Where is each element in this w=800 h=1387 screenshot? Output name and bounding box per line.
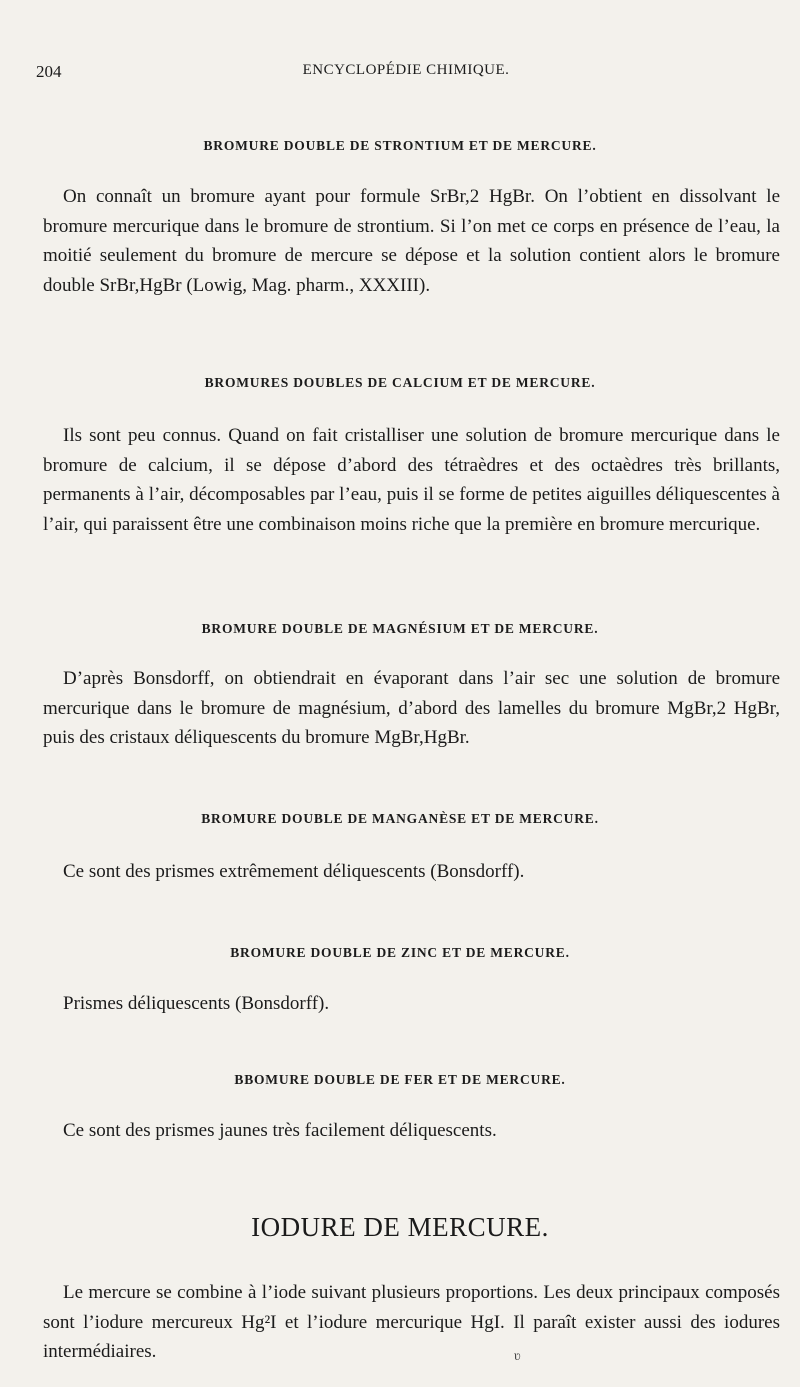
footer-mark: ʋ bbox=[514, 1349, 521, 1364]
section-heading-strontium: BROMURE DOUBLE DE STRONTIUM ET DE MERCURE. bbox=[203, 138, 597, 153]
running-title: ENCYCLOPÉDIE CHIMIQUE. bbox=[302, 62, 510, 78]
section-heading-magnesium: BROMURE DOUBLE DE MAGNÉSIUM ET DE MERCURE. bbox=[201, 621, 599, 636]
section-heading-manganese: BROMURE DOUBLE DE MANGANÈSE ET DE MERCURE. bbox=[201, 811, 599, 826]
running-header bbox=[36, 62, 776, 88]
section-heading-zinc: BROMURE DOUBLE DE ZINC ET DE MERCURE. bbox=[230, 945, 570, 960]
section-text-strontium: On connaît un bromure ayant pour formule SrBr,2 HgBr. On l’obtient en dissolvant le bromure mercurique dans le bromure de strontium. Si l’on met ce corps en présence de l’eau, la moitié seulement du bromure de mercure se dépose et la solution contient alors le bromure double SrBr,HgBr (Lowig, Mag. pharm., XXXIII). bbox=[43, 186, 780, 296]
section-text-calcium: Ils sont peu connus. Quand on fait cristalliser une solution de bromure mercurique dans le bromure de calcium, il se dépose d’abord des tétraèdres et des octaèdres très brillants, permanents à l’air, décomposables par l’eau, puis il se forme de petites aiguilles déliquescentes à l’air, qui paraissent être une combinaison moins riche que la première en bromure mercurique. bbox=[43, 425, 780, 535]
section-text-magnesium: D’après Bonsdorff, on obtiendrait en évaporant dans l’air sec une solution de bromure mercurique dans le bromure de magnésium, d’abord des lamelles du bromure MgBr,2 HgBr, puis des cristaux déliquescents du bromure MgBr,HgBr. bbox=[43, 668, 780, 748]
page-number: 204 bbox=[36, 62, 62, 81]
section-text-fer: Ce sont des prismes jaunes très facilement déliquescents. bbox=[63, 1120, 497, 1141]
section-heading-calcium: BROMURES DOUBLES DE CALCIUM ET DE MERCURE. bbox=[204, 375, 596, 390]
section-heading-fer: BBOMURE DOUBLE DE FER ET DE MERCURE. bbox=[234, 1072, 566, 1087]
section-text-zinc: Prismes déliquescents (Bonsdorff). bbox=[63, 993, 330, 1014]
chapter-text: Le mercure se combine à l’iode suivant plusieurs proportions. Les deux principaux composés sont l’iodure mercureux Hg²I et l’iodure mercurique HgI. Il paraît exister aussi des iodures intermédiaires. bbox=[43, 1282, 780, 1362]
section-text-manganese: Ce sont des prismes extrêmement déliquescents (Bonsdorff). bbox=[63, 861, 525, 882]
chapter-title: IODURE DE MERCURE. bbox=[251, 1212, 549, 1242]
